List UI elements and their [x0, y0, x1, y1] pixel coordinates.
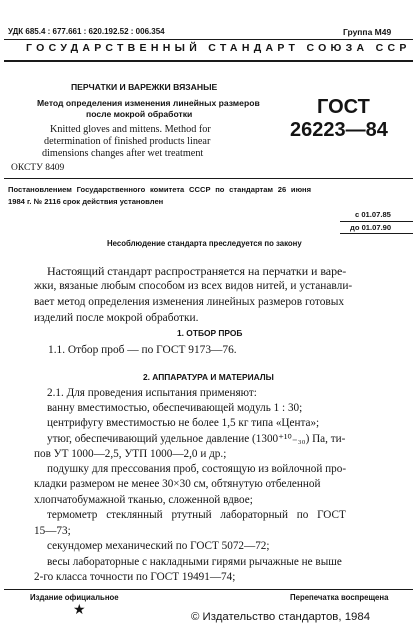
- standard-title-ru: ПЕРЧАТКИ И ВАРЕЖКИ ВЯЗАНЫЕ: [71, 82, 218, 92]
- section-2-line-4: утюг, обеспечивающий удельное давление (1300⁺¹⁰₋₃₀) Па, ти-: [47, 433, 346, 445]
- header-bottom-rule: [4, 60, 413, 62]
- section-2-line-1: 2.1. Для проведения испытания применяют:: [47, 387, 257, 399]
- section-2-line-10: 15—73;: [34, 525, 71, 537]
- okstu-code: ОКСТУ 8409: [11, 163, 65, 173]
- section-2-line-5: пов УТ 1000—2,5, УТП 1000—2,0 и др.;: [34, 448, 227, 460]
- gost-number: 26223—84: [290, 119, 388, 141]
- section-2-line-8: хлопчатобумажной тканью, сложенной вдвое;: [34, 494, 253, 506]
- intro-line-4: изделий после мокрой обработки.: [34, 312, 199, 324]
- standard-title-en-3: dimensions changes after wet treatment: [42, 148, 204, 159]
- udk-code: УДК 685.4 : 677.661 : 620.192.52 : 006.354: [8, 27, 165, 36]
- standard-subtitle-ru-1: Метод определения изменения линейных размеров: [37, 98, 260, 108]
- standard-title-en-2: determination of finished products linear: [44, 136, 211, 147]
- intro-line-2: жки, вязаные любым способом из всех видов нитей, и устанавли-: [34, 280, 353, 292]
- decree-line-2: 1984 г. № 2116 срок действия установлен: [8, 197, 164, 206]
- star-icon: ★: [73, 603, 86, 618]
- section-2-line-6: подушку для прессования проб, состоящую из войлочной про-: [47, 463, 347, 475]
- date-underline-2: [340, 233, 413, 234]
- section-2-line-3: центрифугу вместимостью не более 1,5 кг типа «Цента»;: [47, 417, 320, 429]
- section-2-line-12: весы лабораторные с накладными гирями рычажные не выше: [47, 556, 342, 568]
- section-1-text: 1.1. Отбор проб — по ГОСТ 9173—76.: [48, 344, 237, 356]
- section-2-line-7: кладки размером не менее 30×30 см, обтянутую отбеленной: [34, 478, 321, 490]
- group-code: Группа М49: [343, 27, 392, 37]
- section-2-line-9: термометр стеклянный ртутный лабораторный по ГОСТ: [47, 509, 346, 521]
- date-underline-1: [340, 221, 413, 222]
- gost-label: ГОСТ: [317, 96, 370, 118]
- decree-line-1: Постановлением Государственного комитета СССР по стандартам 26 июня: [8, 185, 312, 194]
- standard-subtitle-ru-2: после мокрой обработки: [86, 109, 193, 119]
- official-edition-label: Издание официальное: [30, 593, 119, 602]
- section-2-line-11: секундомер механический по ГОСТ 5072—72;: [47, 540, 270, 552]
- section-2-heading: 2. АППАРАТУРА И МАТЕРИАЛЫ: [143, 372, 274, 382]
- copyright-line: © Издательство стандартов, 1984: [191, 611, 371, 623]
- org-title: ГОСУДАРСТВЕННЫЙ СТАНДАРТ СОЮЗА ССР: [26, 42, 411, 54]
- standard-title-en-1: Knitted gloves and mittens. Method for: [50, 124, 211, 135]
- section-1-heading: 1. ОТБОР ПРОБ: [177, 328, 243, 338]
- reprint-prohibited-label: Перепечатка воспрещена: [290, 593, 389, 602]
- footer-rule: [4, 589, 413, 590]
- title-divider: [4, 178, 413, 179]
- date-to: до 01.07.90: [350, 223, 392, 232]
- intro-line-1: Настоящий стандарт распространяется на перчатки и варе-: [47, 264, 347, 278]
- section-2-line-13: 2-го класса точности по ГОСТ 19491—74;: [34, 571, 236, 583]
- intro-line-3: вает метод определения изменения линейных размеров готовых: [34, 296, 345, 308]
- date-from: с 01.07.85: [355, 210, 391, 219]
- section-2-line-2: ванну вместимостью, обеспечивающей модуль 1 : 30;: [47, 402, 303, 414]
- header-top-rule: [4, 39, 413, 40]
- legal-warning: Несоблюдение стандарта преследуется по закону: [107, 239, 302, 248]
